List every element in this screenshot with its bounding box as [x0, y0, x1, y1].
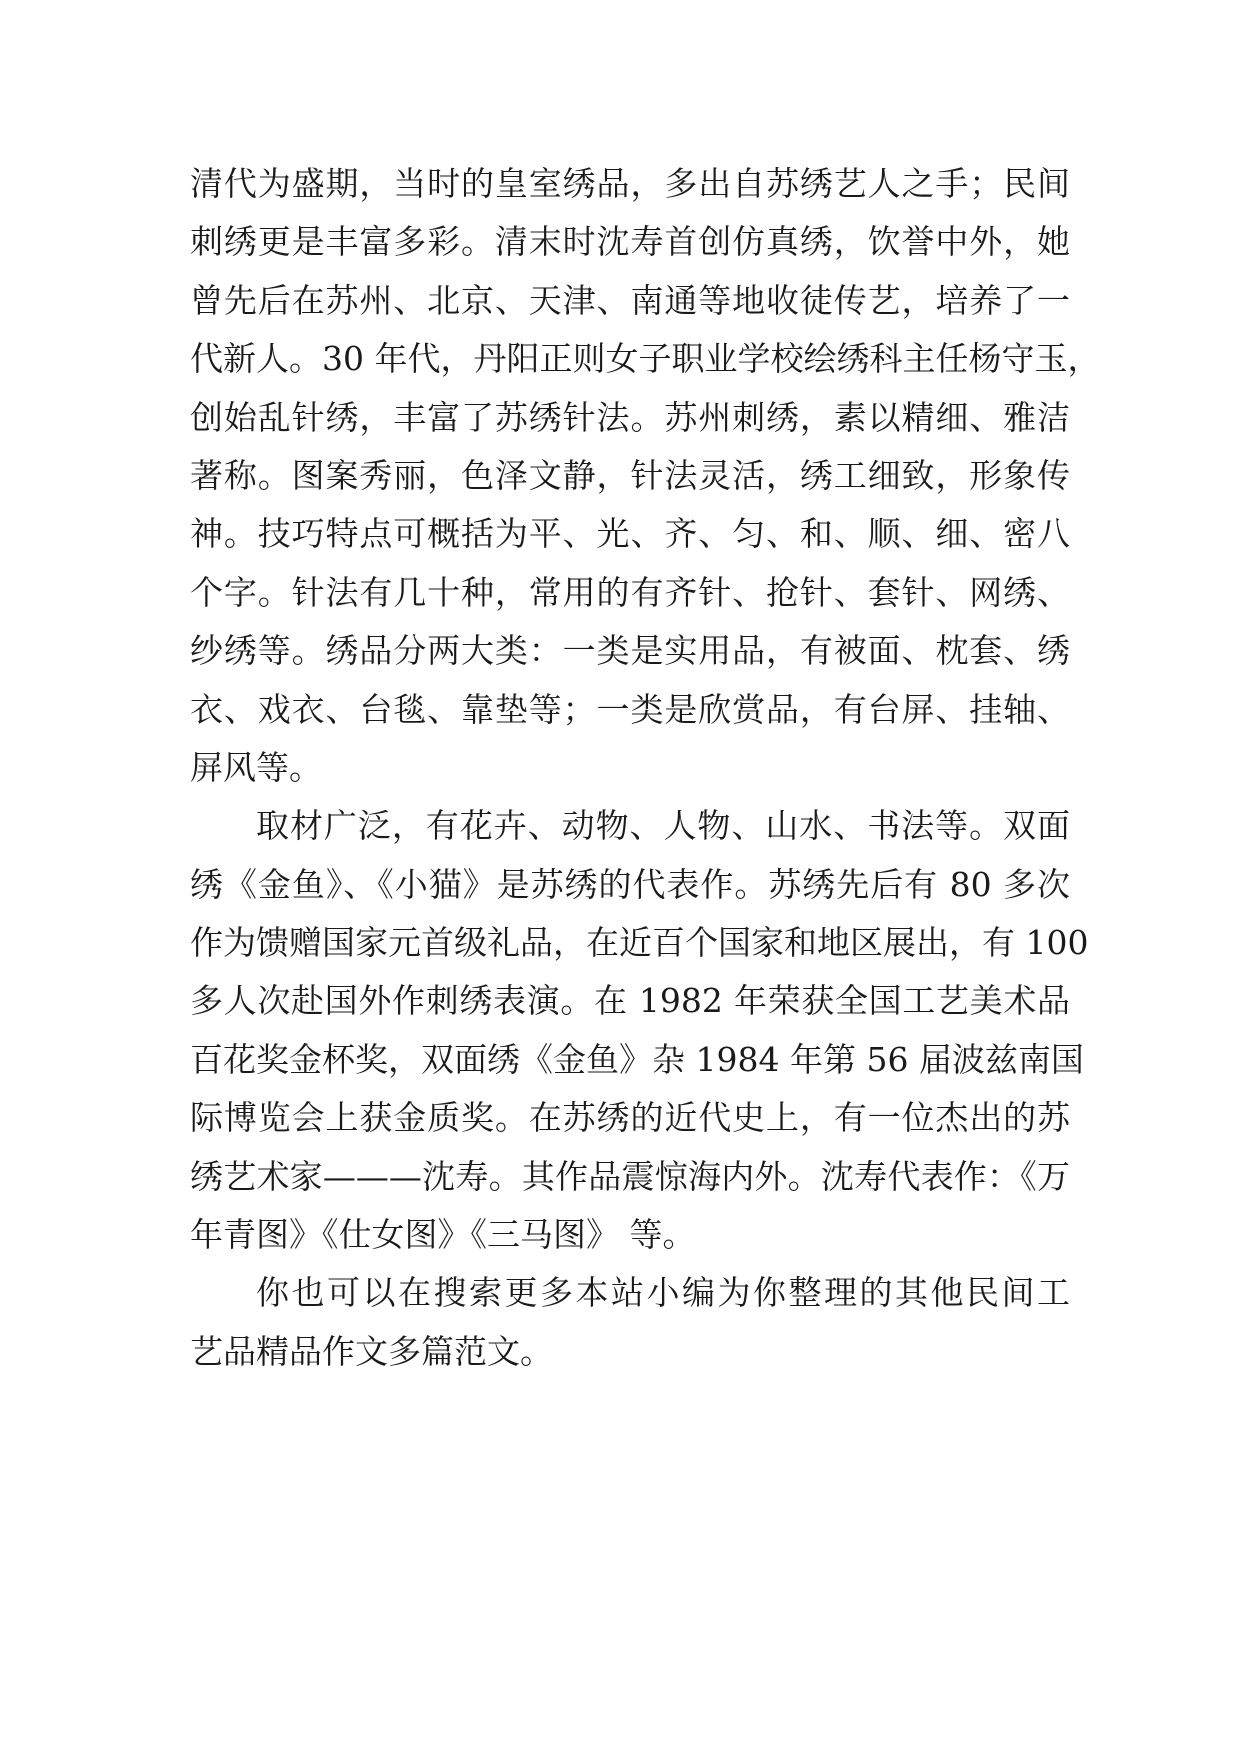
text-line: 屏风等。 — [190, 747, 322, 787]
text-line: 曾先后在苏州、北京、天津、南通等地收徒传艺，培养了一 — [190, 280, 1070, 320]
text-line: 创始乱针绣，丰富了苏绣针法。苏州刺绣，素以精细、雅洁 — [190, 397, 1070, 437]
paragraph-1 — [190, 155, 1101, 797]
text-line: 衣、戏衣、台毯、靠垫等；一类是欣赏品，有台屏、挂轴、 — [190, 689, 1070, 729]
text-line: 百花奖金杯奖，双面绣《金鱼》杂 1984 年第 56 届波兹南国 — [190, 1039, 1084, 1079]
text-line: 绣《金鱼》、《小猫》是苏绣的代表作。苏绣先后有 80 多次 — [190, 864, 1070, 904]
text-line: 绣艺术家———沈寿。其作品震惊海内外。沈寿代表作：《万 — [190, 1156, 1070, 1196]
text-line: 你也可以在搜索更多本站小编为你整理的其他民间工 — [256, 1273, 1070, 1313]
paragraph-3 — [190, 1264, 1070, 1381]
text-line: 刺绣更是丰富多彩。清末时沈寿首创仿真绣，饮誉中外，她 — [190, 222, 1070, 262]
paragraph-2 — [190, 797, 1089, 1264]
text-line: 纱绣等。绣品分两大类：一类是实用品，有被面、枕套、绣 — [190, 631, 1070, 671]
text-line: 年青图》《仕女图》《三马图》 等。 — [190, 1215, 696, 1255]
text-line: 神。技巧特点可概括为平、光、齐、匀、和、顺、细、密八 — [190, 514, 1070, 554]
text-line: 艺品精品作文多篇范文。 — [190, 1331, 553, 1371]
text-line: 取材广泛，有花卉、动物、人物、山水、书法等。双面 — [256, 806, 1070, 846]
text-line: 清代为盛期，当时的皇室绣品，多出自苏绣艺人之手；民间 — [190, 164, 1070, 203]
text-line: 个字。针法有几十种，常用的有齐针、抢针、套针、网绣、 — [190, 572, 1070, 612]
text-line: 作为馈赠国家元首级礼品，在近百个国家和地区展出，有 100 — [190, 923, 1089, 963]
text-line: 代新人。30 年代，丹阳正则女子职业学校绘绣科主任杨守玉， — [190, 339, 1101, 379]
text-line: 多人次赴国外作刺绣表演。在 1982 年荣获全国工艺美术品 — [190, 981, 1070, 1021]
document-body — [190, 155, 1101, 1381]
text-line: 著称。图案秀丽，色泽文静，针法灵活，绣工细致，形象传 — [190, 455, 1070, 495]
text-line: 际博览会上获金质奖。在苏绣的近代史上，有一位杰出的苏 — [190, 1098, 1070, 1138]
